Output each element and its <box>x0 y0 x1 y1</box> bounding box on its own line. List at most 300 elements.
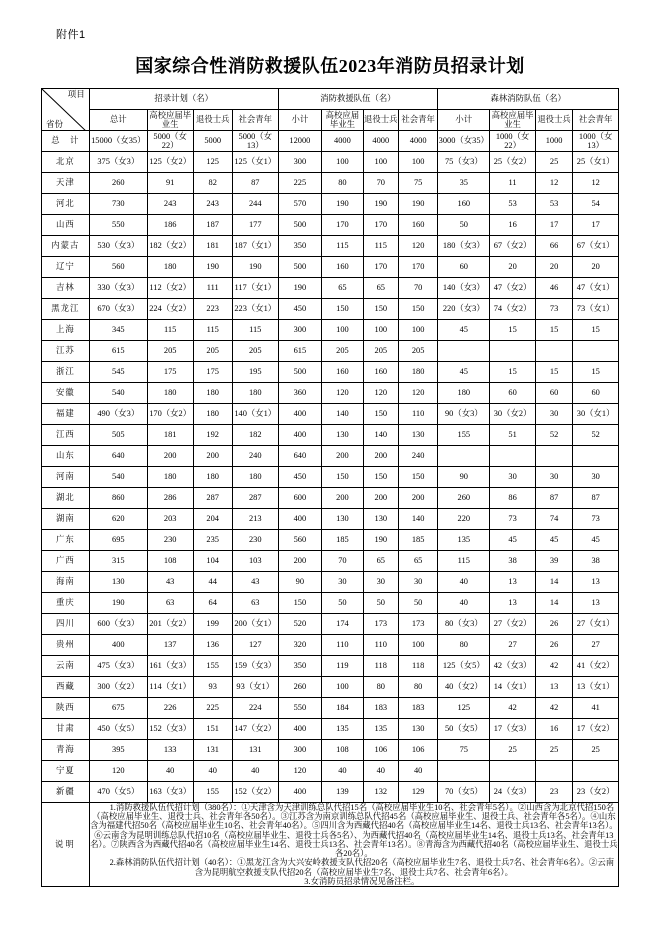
table-cell: 243 <box>147 194 193 215</box>
row-province-label: 河南 <box>42 467 90 488</box>
table-cell: 90 <box>278 572 322 593</box>
table-cell: 150 <box>363 404 398 425</box>
table-cell: 70 <box>363 173 398 194</box>
header-sub-0: 总计 <box>89 110 147 131</box>
table-cell: 115 <box>322 236 364 257</box>
table-cell: 100 <box>363 320 398 341</box>
table-cell: 60 <box>490 383 536 404</box>
table-cell: 54 <box>573 194 619 215</box>
table-cell: 25 <box>490 740 536 761</box>
table-cell: 170 <box>363 257 398 278</box>
table-cell: 100 <box>398 152 437 173</box>
table-cell: 350 <box>278 656 322 677</box>
table-cell: 42 <box>535 656 572 677</box>
table-cell: 67（女1） <box>573 236 619 257</box>
table-row <box>42 362 619 383</box>
table-cell: 150 <box>398 467 437 488</box>
table-cell: 80 <box>363 677 398 698</box>
note-paragraph: 3.女消防员招录情况见备注栏。 <box>304 876 420 886</box>
table-cell: 500 <box>278 215 322 236</box>
table-cell: 550 <box>89 215 147 236</box>
row-province-label: 重庆 <box>42 593 90 614</box>
table-cell: 30 <box>535 404 572 425</box>
table-cell: 180 <box>193 404 232 425</box>
table-cell: 180（女3） <box>438 236 490 257</box>
table-cell: 640 <box>278 446 322 467</box>
recruitment-plan-table <box>41 88 619 887</box>
table-row <box>42 488 619 509</box>
table-cell: 12 <box>573 173 619 194</box>
table-cell: 180 <box>398 362 437 383</box>
table-cell: 201（女2） <box>147 614 193 635</box>
table-cell: 243 <box>193 194 232 215</box>
row-province-label: 贵州 <box>42 635 90 656</box>
table-row <box>42 383 619 404</box>
table-row <box>42 257 619 278</box>
table-cell: 182（女2） <box>147 236 193 257</box>
header-sub-5: 高校应届毕业生 <box>322 110 364 131</box>
table-cell: 25（女2） <box>490 152 536 173</box>
table-cell: 12 <box>535 173 572 194</box>
table-row <box>42 761 619 782</box>
table-cell: 45 <box>573 530 619 551</box>
row-province-label: 云南 <box>42 656 90 677</box>
table-cell: 118 <box>398 656 437 677</box>
table-cell: 185 <box>398 530 437 551</box>
table-cell: 125（女5） <box>438 656 490 677</box>
table-cell: 220（女3） <box>438 299 490 320</box>
notes-row <box>42 803 619 887</box>
row-province-label: 浙江 <box>42 362 90 383</box>
row-province-label: 吉林 <box>42 278 90 299</box>
table-cell: 400 <box>278 404 322 425</box>
table-cell: 27 <box>490 635 536 656</box>
table-cell: 117（女1） <box>232 278 278 299</box>
table-cell: 125（女1） <box>232 152 278 173</box>
table-cell: 40（女2） <box>438 677 490 698</box>
header-sub-2: 退役士兵 <box>193 110 232 131</box>
table-cell: 93（女1） <box>232 677 278 698</box>
table-cell: 570 <box>278 194 322 215</box>
table-cell: 63 <box>232 593 278 614</box>
table-cell: 127 <box>232 635 278 656</box>
table-cell: 15000（女35） <box>89 131 147 152</box>
table-cell: 260 <box>278 677 322 698</box>
table-cell: 30 <box>398 572 437 593</box>
table-cell: 120 <box>322 383 364 404</box>
table-header-groups <box>42 89 619 110</box>
table-cell: 43 <box>147 572 193 593</box>
table-cell: 160 <box>398 215 437 236</box>
table-body <box>42 131 619 803</box>
table-cell: 300（女2） <box>89 677 147 698</box>
row-province-label: 内蒙古 <box>42 236 90 257</box>
table-cell: 190 <box>278 278 322 299</box>
table-cell: 150 <box>363 299 398 320</box>
page-title: 国家综合性消防救援队伍2023年消防员招录计划 <box>135 56 525 76</box>
table-row <box>42 593 619 614</box>
table-cell: 60 <box>535 383 572 404</box>
row-province-label: 辽宁 <box>42 257 90 278</box>
row-province-label: 新疆 <box>42 782 90 803</box>
table-cell <box>573 761 619 782</box>
table-cell: 182 <box>232 425 278 446</box>
table-row <box>42 614 619 635</box>
table-cell: 224 <box>232 698 278 719</box>
table-cell: 137 <box>147 635 193 656</box>
table-cell: 16 <box>535 719 572 740</box>
table-cell: 200 <box>322 488 364 509</box>
table-row <box>42 194 619 215</box>
table-cell: 115 <box>147 320 193 341</box>
table-cell: 47（女2） <box>490 278 536 299</box>
table-cell: 147（女2） <box>232 719 278 740</box>
table-cell: 73 <box>573 509 619 530</box>
table-cell: 300 <box>278 320 322 341</box>
table-cell <box>438 446 490 467</box>
table-row <box>42 740 619 761</box>
attachment-label: 附件1 <box>56 29 86 41</box>
table-cell: 40 <box>363 761 398 782</box>
table-cell: 23（女2） <box>573 782 619 803</box>
table-cell: 14 <box>535 593 572 614</box>
table-row <box>42 173 619 194</box>
table-cell: 150 <box>398 299 437 320</box>
table-cell: 119 <box>322 656 364 677</box>
table-cell: 90 <box>438 467 490 488</box>
corner-province-label: 省份 <box>46 118 64 129</box>
table-cell: 545 <box>89 362 147 383</box>
row-province-label: 江西 <box>42 425 90 446</box>
note-paragraph: 1.消防救援队伍代招计划（380名）：①天津含为天津训练总队代招15名（高校应届毕业生10名、社会青年5名）。②山西含为北京代招150名（高校应届毕业生、退役士兵、社会青年各50名）。③江苏含为南京训练总队代招45名（高校应届毕业生、退役士兵、社会青年各5名）。④山东含为福建代招50名（高校应届毕业生10名、社会青年40名）。⑤四川含为西藏代招40名（高校应届毕业生14名、退役士兵13名、社会青年13名）。⑥云南含为昆明训练总队代招10名（高校应届毕业生、退役士兵各5名）、为西藏代招40名（高校应届毕业生14名、退役士兵13名、社会青年13名）。⑦陕西含为西藏代招40名（高校应届毕业生14名、退役士兵13名、社会青年13名）。⑧青海含为西藏代招40名（高校应届毕业生、退役士兵各20名）。 <box>90 803 618 859</box>
table-cell: 13 <box>490 572 536 593</box>
table-cell: 30 <box>322 572 364 593</box>
table-cell: 600 <box>278 488 322 509</box>
table-cell: 190 <box>363 194 398 215</box>
table-cell: 225 <box>193 698 232 719</box>
table-cell: 155 <box>193 782 232 803</box>
table-cell: 115 <box>193 320 232 341</box>
table-cell: 64 <box>193 593 232 614</box>
table-cell: 360 <box>278 383 322 404</box>
table-cell: 505 <box>89 425 147 446</box>
table-cell: 130 <box>363 509 398 530</box>
table-cell: 540 <box>89 467 147 488</box>
table-cell: 130 <box>89 572 147 593</box>
row-province-label: 山西 <box>42 215 90 236</box>
table-cell: 35 <box>438 173 490 194</box>
table-cell: 550 <box>278 698 322 719</box>
row-province-label: 安徽 <box>42 383 90 404</box>
table-cell: 175 <box>147 362 193 383</box>
table-cell: 1000（女13） <box>573 131 619 152</box>
table-cell: 615 <box>89 341 147 362</box>
table-cell <box>438 341 490 362</box>
notes-body <box>89 803 618 887</box>
table-cell: 180 <box>232 383 278 404</box>
header-sub-10: 退役士兵 <box>535 110 572 131</box>
table-cell: 260 <box>438 488 490 509</box>
table-cell: 38 <box>573 551 619 572</box>
table-cell: 203 <box>147 509 193 530</box>
table-cell: 170 <box>322 215 364 236</box>
header-sub-8: 小计 <box>438 110 490 131</box>
table-cell: 70（女5） <box>438 782 490 803</box>
table-cell: 114（女1） <box>147 677 193 698</box>
table-cell: 150 <box>322 299 364 320</box>
table-cell <box>535 446 572 467</box>
table-cell: 205 <box>232 341 278 362</box>
table-cell: 13 <box>490 593 536 614</box>
table-cell: 39 <box>535 551 572 572</box>
table-cell <box>573 446 619 467</box>
table-cell: 320 <box>278 635 322 656</box>
table-row <box>42 698 619 719</box>
table-cell: 225 <box>278 173 322 194</box>
table-cell: 40 <box>322 761 364 782</box>
table-cell: 180 <box>193 467 232 488</box>
corner-header-cell <box>42 89 90 131</box>
table-cell: 74（女2） <box>490 299 536 320</box>
table-cell: 230 <box>232 530 278 551</box>
table-cell: 30 <box>573 467 619 488</box>
table-cell: 475（女3） <box>89 656 147 677</box>
table-row <box>42 152 619 173</box>
table-row <box>42 782 619 803</box>
table-cell: 560 <box>278 530 322 551</box>
table-cell: 60 <box>573 383 619 404</box>
table-cell: 185 <box>322 530 364 551</box>
table-cell: 40 <box>147 761 193 782</box>
table-cell: 1000（女22） <box>490 131 536 152</box>
table-cell: 670（女3） <box>89 299 147 320</box>
table-cell: 400 <box>278 509 322 530</box>
table-cell: 140 <box>363 425 398 446</box>
row-province-label: 福建 <box>42 404 90 425</box>
table-cell: 20 <box>573 257 619 278</box>
notes-label: 说明 <box>42 803 90 887</box>
row-province-label: 甘肃 <box>42 719 90 740</box>
table-cell: 180 <box>438 383 490 404</box>
table-cell: 600（女3） <box>89 614 147 635</box>
table-cell: 163（女3） <box>147 782 193 803</box>
table-row <box>42 215 619 236</box>
table-cell: 45 <box>490 530 536 551</box>
table-cell: 183 <box>363 698 398 719</box>
table-cell <box>490 761 536 782</box>
table-cell: 350 <box>278 236 322 257</box>
table-cell: 205 <box>147 341 193 362</box>
table-cell: 30（女1） <box>573 404 619 425</box>
table-cell: 180 <box>147 383 193 404</box>
table-cell: 100 <box>398 635 437 656</box>
table-cell: 450 <box>278 299 322 320</box>
table-cell: 40 <box>438 593 490 614</box>
table-cell: 190 <box>398 194 437 215</box>
table-cell: 30（女2） <box>490 404 536 425</box>
table-cell: 500 <box>278 362 322 383</box>
row-province-label: 广西 <box>42 551 90 572</box>
table-cell: 3000（女35） <box>438 131 490 152</box>
table-row <box>42 467 619 488</box>
table-cell: 87 <box>232 173 278 194</box>
table-cell: 160 <box>438 194 490 215</box>
table-cell: 615 <box>278 341 322 362</box>
table-cell: 65 <box>363 551 398 572</box>
table-cell: 115 <box>438 551 490 572</box>
table-cell: 190 <box>193 257 232 278</box>
table-row <box>42 446 619 467</box>
header-sub-3: 社会青年 <box>232 110 278 131</box>
table-cell: 40 <box>232 761 278 782</box>
row-province-label: 海南 <box>42 572 90 593</box>
table-cell: 395 <box>89 740 147 761</box>
table-cell: 287 <box>232 488 278 509</box>
table-cell: 52 <box>535 425 572 446</box>
table-cell: 180 <box>232 467 278 488</box>
table-cell: 5000 <box>193 131 232 152</box>
table-cell: 87 <box>535 488 572 509</box>
table-cell: 155 <box>193 656 232 677</box>
table-cell: 205 <box>398 341 437 362</box>
row-province-label: 宁夏 <box>42 761 90 782</box>
table-cell: 41（女2） <box>573 656 619 677</box>
table-cell: 20 <box>490 257 536 278</box>
row-province-label: 山东 <box>42 446 90 467</box>
table-cell: 520 <box>278 614 322 635</box>
table-row <box>42 530 619 551</box>
table-cell: 470（女5） <box>89 782 147 803</box>
table-cell: 286 <box>147 488 193 509</box>
table-cell: 103 <box>232 551 278 572</box>
table-cell: 50 <box>322 593 364 614</box>
table-cell: 17（女3） <box>490 719 536 740</box>
table-cell: 226 <box>147 698 193 719</box>
table-cell: 200 <box>322 446 364 467</box>
table-cell: 200 <box>363 446 398 467</box>
table-cell: 17（女2） <box>573 719 619 740</box>
table-cell: 70 <box>322 551 364 572</box>
table-cell: 400 <box>89 635 147 656</box>
table-cell: 135 <box>363 719 398 740</box>
table-cell: 50 <box>438 215 490 236</box>
table-row <box>42 635 619 656</box>
table-cell: 23 <box>535 782 572 803</box>
table-cell: 200 <box>363 488 398 509</box>
table-row <box>42 341 619 362</box>
table-cell: 4000 <box>398 131 437 152</box>
table-cell: 87 <box>573 488 619 509</box>
table-cell: 131 <box>232 740 278 761</box>
table-cell: 25（女1） <box>573 152 619 173</box>
table-cell: 260 <box>89 173 147 194</box>
table-cell: 130 <box>322 425 364 446</box>
table-cell: 200 <box>147 446 193 467</box>
header-sub-7: 社会青年 <box>398 110 437 131</box>
table-cell: 52 <box>573 425 619 446</box>
table-cell: 104 <box>193 551 232 572</box>
row-province-label: 湖北 <box>42 488 90 509</box>
table-cell: 17 <box>535 215 572 236</box>
table-cell: 100 <box>398 320 437 341</box>
table-cell: 695 <box>89 530 147 551</box>
table-cell: 187 <box>193 215 232 236</box>
table-cell: 15 <box>490 362 536 383</box>
table-cell: 15 <box>573 362 619 383</box>
table-cell: 50 <box>398 593 437 614</box>
table-cell: 30 <box>490 467 536 488</box>
table-cell: 345 <box>89 320 147 341</box>
table-cell: 63 <box>147 593 193 614</box>
table-cell: 540 <box>89 383 147 404</box>
table-cell: 139 <box>322 782 364 803</box>
table-cell: 300 <box>278 152 322 173</box>
table-cell: 183 <box>398 698 437 719</box>
table-cell: 75 <box>398 173 437 194</box>
table-cell <box>535 341 572 362</box>
table-cell: 223 <box>193 299 232 320</box>
table-cell: 173 <box>363 614 398 635</box>
table-cell <box>438 761 490 782</box>
table-cell: 180 <box>193 383 232 404</box>
table-cell: 13 <box>573 593 619 614</box>
table-cell <box>573 341 619 362</box>
table-cell: 205 <box>193 341 232 362</box>
table-cell: 80 <box>322 173 364 194</box>
table-cell: 130 <box>398 719 437 740</box>
table-cell: 400 <box>278 425 322 446</box>
table-cell: 152（女2） <box>232 782 278 803</box>
table-cell: 490（女3） <box>89 404 147 425</box>
table-cell: 53 <box>490 194 536 215</box>
table-cell <box>535 761 572 782</box>
header-sub-6: 退役士兵 <box>363 110 398 131</box>
table-cell: 195 <box>232 362 278 383</box>
header-sub-11: 社会青年 <box>573 110 619 131</box>
table-cell: 675 <box>89 698 147 719</box>
table-cell: 12000 <box>278 131 322 152</box>
table-cell: 115 <box>363 236 398 257</box>
table-cell: 20 <box>535 257 572 278</box>
row-province-label: 湖南 <box>42 509 90 530</box>
table-cell: 106 <box>398 740 437 761</box>
table-cell: 181 <box>193 236 232 257</box>
table-cell: 224（女2） <box>147 299 193 320</box>
table-cell: 120 <box>398 236 437 257</box>
table-cell <box>490 341 536 362</box>
table-cell: 730 <box>89 194 147 215</box>
table-cell: 30 <box>535 467 572 488</box>
table-cell: 375（女3） <box>89 152 147 173</box>
table-cell: 42（女3） <box>490 656 536 677</box>
table-cell: 530（女3） <box>89 236 147 257</box>
table-cell: 25 <box>535 740 572 761</box>
table-cell: 184 <box>322 698 364 719</box>
table-cell: 106 <box>363 740 398 761</box>
table-row <box>42 278 619 299</box>
table-cell: 110 <box>398 404 437 425</box>
header-sub-9: 高校应届毕业生 <box>491 110 534 129</box>
table-row <box>42 572 619 593</box>
table-cell: 190 <box>232 257 278 278</box>
row-province-label: 黑龙江 <box>42 299 90 320</box>
corner-item-label: 项目 <box>67 89 85 99</box>
table-cell: 450（女5） <box>89 719 147 740</box>
table-cell: 400 <box>278 719 322 740</box>
table-header-subs <box>42 110 619 131</box>
table-cell: 80（女3） <box>438 614 490 635</box>
table-cell: 199 <box>193 614 232 635</box>
